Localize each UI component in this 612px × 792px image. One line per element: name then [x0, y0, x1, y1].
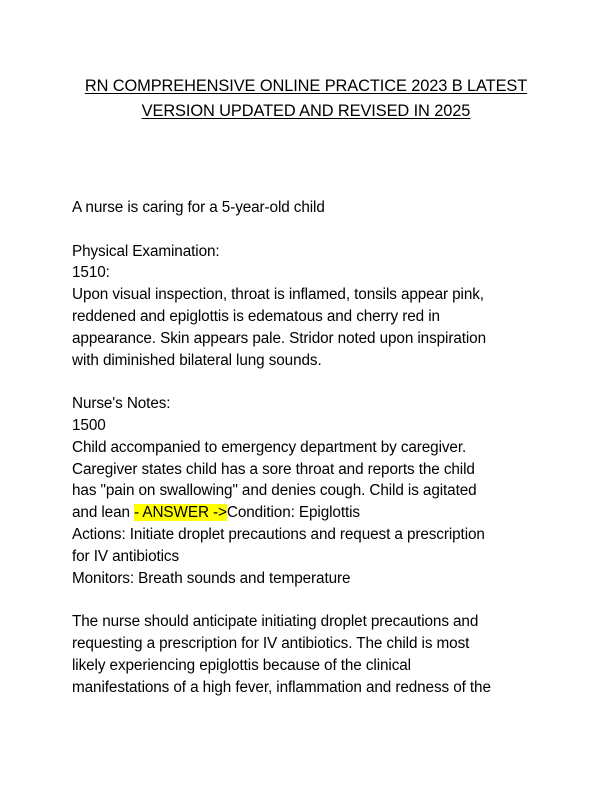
title-line-1: RN COMPREHENSIVE ONLINE PRACTICE 2023 B LATEST — [84, 77, 528, 95]
physical-exam-line-2: reddened and epiglottis is edematous and cherry red in — [72, 307, 440, 325]
physical-exam-line-4: with diminished bilateral lung sounds. — [72, 351, 322, 369]
answer-line-before: and lean — [72, 504, 135, 522]
rationale-line-2: requesting a prescription for IV antibiotics. The child is most — [72, 634, 470, 652]
nurses-notes-time: 1500 — [72, 416, 106, 434]
paragraph-gap — [72, 371, 552, 393]
nurses-notes-line-3: has "pain on swallowing" and denies cough. Child is agitated — [72, 482, 477, 500]
physical-exam-time: 1510: — [72, 264, 110, 282]
nurses-notes-line-1: Child accompanied to emergency department by caregiver. — [72, 438, 467, 456]
rationale-line-1: The nurse should anticipate initiating droplet precautions and — [72, 613, 479, 631]
paragraph-gap — [72, 589, 552, 611]
nurses-notes-heading: Nurse's Notes: — [72, 395, 171, 413]
rationale-line-3: likely experiencing epiglottis because of the clinical — [72, 656, 411, 674]
rationale-line-4: manifestations of a high fever, inflammation and redness of the — [72, 678, 491, 696]
nurses-notes-line-2: Caregiver states child has a sore throat and reports the child — [72, 460, 475, 478]
physical-exam-heading: Physical Examination: — [72, 242, 220, 260]
answer-highlight: - ANSWER -> — [134, 504, 227, 522]
physical-exam-line-1: Upon visual inspection, throat is inflamed, tonsils appear pink, — [72, 286, 484, 304]
document-body — [72, 197, 552, 698]
paragraph-gap — [72, 219, 552, 241]
physical-exam-line-3: appearance. Skin appears pale. Stridor noted upon inspiration — [72, 329, 486, 347]
intro-text: A nurse is caring for a 5-year-old child — [72, 199, 325, 216]
answer-line — [72, 502, 552, 524]
document-title — [40, 74, 572, 124]
actions-line-2: for IV antibiotics — [72, 547, 180, 565]
title-line-2: VERSION UPDATED AND REVISED IN 2025 — [141, 102, 471, 120]
monitors-line: Monitors: Breath sounds and temperature — [72, 569, 351, 587]
actions-line-1: Actions: Initiate droplet precautions and request a prescription — [72, 525, 485, 543]
answer-line-after: Condition: Epiglottis — [226, 504, 360, 522]
